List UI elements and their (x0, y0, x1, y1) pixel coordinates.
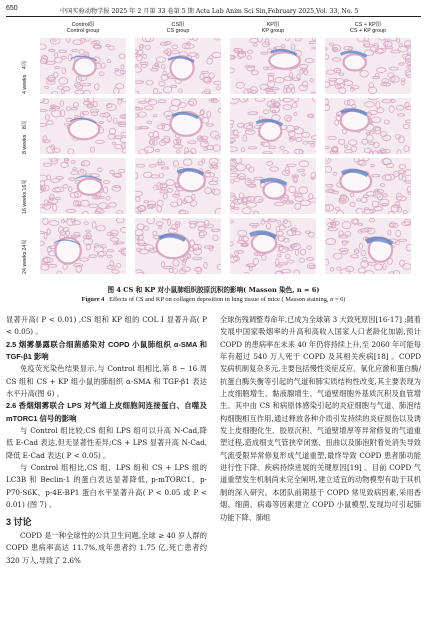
micrograph-panel (325, 98, 411, 154)
column-header-kp: KP组 KP group (261, 22, 285, 35)
column-header-control: Control组 Control group (66, 22, 100, 35)
micrograph-panel (230, 38, 316, 94)
micrograph-panel (230, 218, 316, 274)
micrograph-panel (135, 98, 221, 154)
row-label-4w: 4周 4 weeks (22, 60, 28, 94)
micrograph-panel (40, 38, 126, 94)
micrograph-panel (40, 158, 126, 214)
micrograph-panel (135, 158, 221, 214)
micrograph-panel (325, 38, 411, 94)
column-header-cs-kp: CS + KP组 CS + KP group (349, 22, 386, 35)
section-heading-discussion: 3 讨论 (6, 516, 32, 527)
journal-title: 中国实验动物学报 2025 年 2 月第 33 卷第 5 期 Acta Lab Anim Sci Sin,February 2025,Vol. 33, No. 5 (60, 7, 359, 15)
micrograph-panel (40, 218, 126, 274)
section-heading-2-5: 2.5 烟雾暴露联合细菌感染对 COPD 小鼠肺组织 α-SMA 和 TGF-β1 影响 (6, 339, 207, 362)
micrograph-panel (325, 218, 411, 274)
micrograph-panel (135, 218, 221, 274)
figure-4 (22, 22, 416, 280)
page-number: 650 (6, 5, 18, 12)
column-header-cs: CS组 CS group (166, 22, 190, 35)
section-heading-2-6: 2.6 香烟烟雾联合 LPS 对气道上皮细胞间连接蛋白、自噬及 mTORC1 信号的影响 (6, 401, 207, 423)
micrograph-panel (325, 158, 411, 214)
right-column (220, 314, 421, 524)
paragraph: 与 Control 组比较,CS 组和 LPS 组可以升高 N-Cad,降低 E-Cad 表达,但无显著性差异;CS + LPS 显著升高 N-Cad,降低 E-Cad 表达( P < 0.05) 。 (6, 426, 207, 460)
micrograph-panel (230, 98, 316, 154)
micrograph-panel (135, 38, 221, 94)
row-label-24w: 24周 24 weeks (22, 239, 28, 274)
paragraph: 显著升高( P < 0.01) ,CS 组和 KP 组的 COL Ⅰ 显著升高( P < 0.05) 。 (6, 315, 207, 337)
row-label-16w: 16周 16 weeks (22, 179, 28, 214)
row-label-8w: 8周 8 weeks (22, 120, 28, 154)
left-column (6, 314, 207, 567)
paragraph: COPD 是一种全球性的公共卫生问题,全球 ≥ 40 岁人群的 COPD 患病率高达 11.7%,成年患者约 1.75 亿,死亡患者约 320 万人,导致了 2.6% (6, 530, 207, 565)
micrograph-panel (230, 158, 316, 214)
paragraph: 全球伤残调整寿命年,已成为全球第 3 大致死原因[16-17] ;随着发展中国家吸烟率的升高和高收入国家人口老龄化加剧,预计 COPD 的患病率在未来 40 年仍将持续上升,至 2060 年可能每年有超过 540 万人死于 COPD 及其相关疾病[18] 。COPD 发病机制复杂多元,主要包括慢性炎症反应、氧化应激和蛋白酶/抗蛋白酶失衡等引起的气道和肺实质结构性改变,其主要表现为上皮细胞增生、黏液腺增生、气道壁细胞外基质沉积及血管增生。其中由 CS 和病原体感染引起的炎症细胞与气道、肺泡结构细胞相互作用,通过释放各种介质引发持续的炎症损伤以及诱发上皮细胞化生、胶原沉积、气道壁增厚等异常修复的气道重塑过程,造成细支气管狭窄闭塞、扭曲以及肺泡附着处消失导致气流受限异常修复形成气道重塑,最终导致 COPD 患者肺功能进行性下降、疾病持续进展的关键原因[19] 。目前 COPD 气道重塑发生机制尚未完全阐明,建立适宜的动物模型有助于其机制的深入研究。本团队前期基于 COPD 常见致病因素,采用香烟、细菌、病毒等因素建立 COPD 小鼠模型,发现均可引起肺功能下降、肺组 (220, 315, 421, 522)
micrograph-panel (40, 98, 126, 154)
running-header (6, 4, 421, 17)
figure-caption-cn: 图 4 CS 和 KP 对小鼠肺组织胶原沉积的影响( Masson 染色, n = 6) (107, 286, 320, 294)
figure-caption-en: Figure 4 Effects of CS and KP on collagen deposition in lung tissue of mice ( Masson staining, n = 6) (81, 296, 346, 303)
paragraph: 免疫荧光染色结果显示,与 Control 组相比,第 8 ~ 16 周 CS 组和 CS + KP 组小鼠的肺组织 α-SMA 和 TGF-β1 表达水平升高(图 6) 。 (6, 364, 207, 399)
paragraph: 与 Control 组相比,CS 组、LPS 组和 CS + LPS 组的 LC3B 和 Beclin-1 的蛋白表达显著降低, p-mTORC1、p-P70-S6K、p-4E-BP1 蛋白水平显著升高( P < 0.05 或 P < 0.01) (图 7) 。 (6, 463, 207, 510)
